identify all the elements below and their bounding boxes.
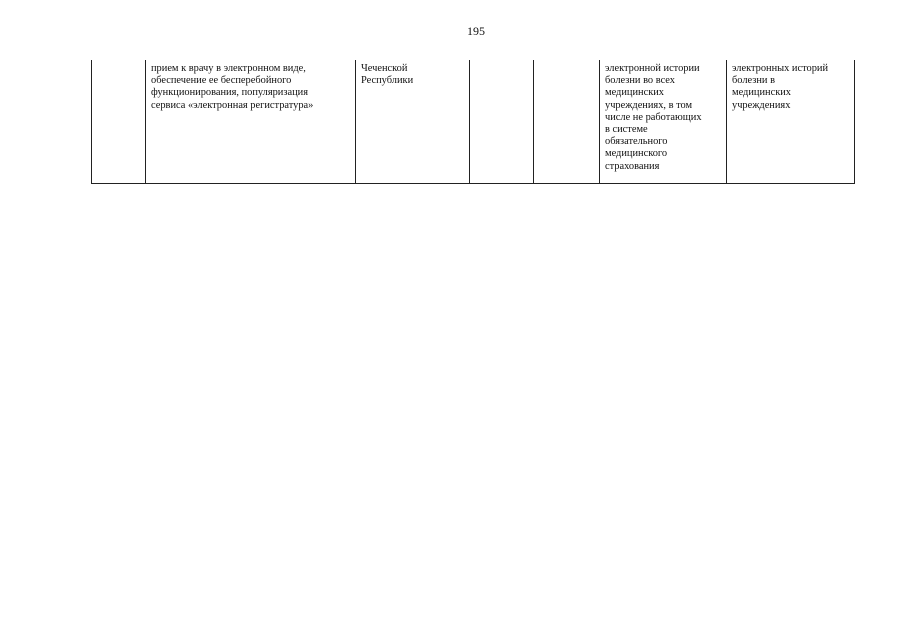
data-table: [91, 60, 855, 184]
table-cell-start-date: [470, 60, 534, 184]
table-cell-activity: прием к врачу в электронном виде, обеспечение ее бесперебойного функционирования, популяризация сервиса «электронная регистратура»: [146, 60, 356, 184]
table-cell-expected-result: электронной истории болезни во всех медицинских учреждениях, в том числе не работающих в системе обязательного медицинского страхования: [600, 60, 727, 184]
table-cell-executor: Чеченской Республики: [356, 60, 470, 184]
table-cell-end-date: [534, 60, 600, 184]
table-row: [92, 60, 855, 184]
table-cell-indicator: электронных историй болезни в медицинских учреждениях: [727, 60, 855, 184]
table-cell-number: [92, 60, 146, 184]
page-number: 195: [467, 24, 485, 38]
